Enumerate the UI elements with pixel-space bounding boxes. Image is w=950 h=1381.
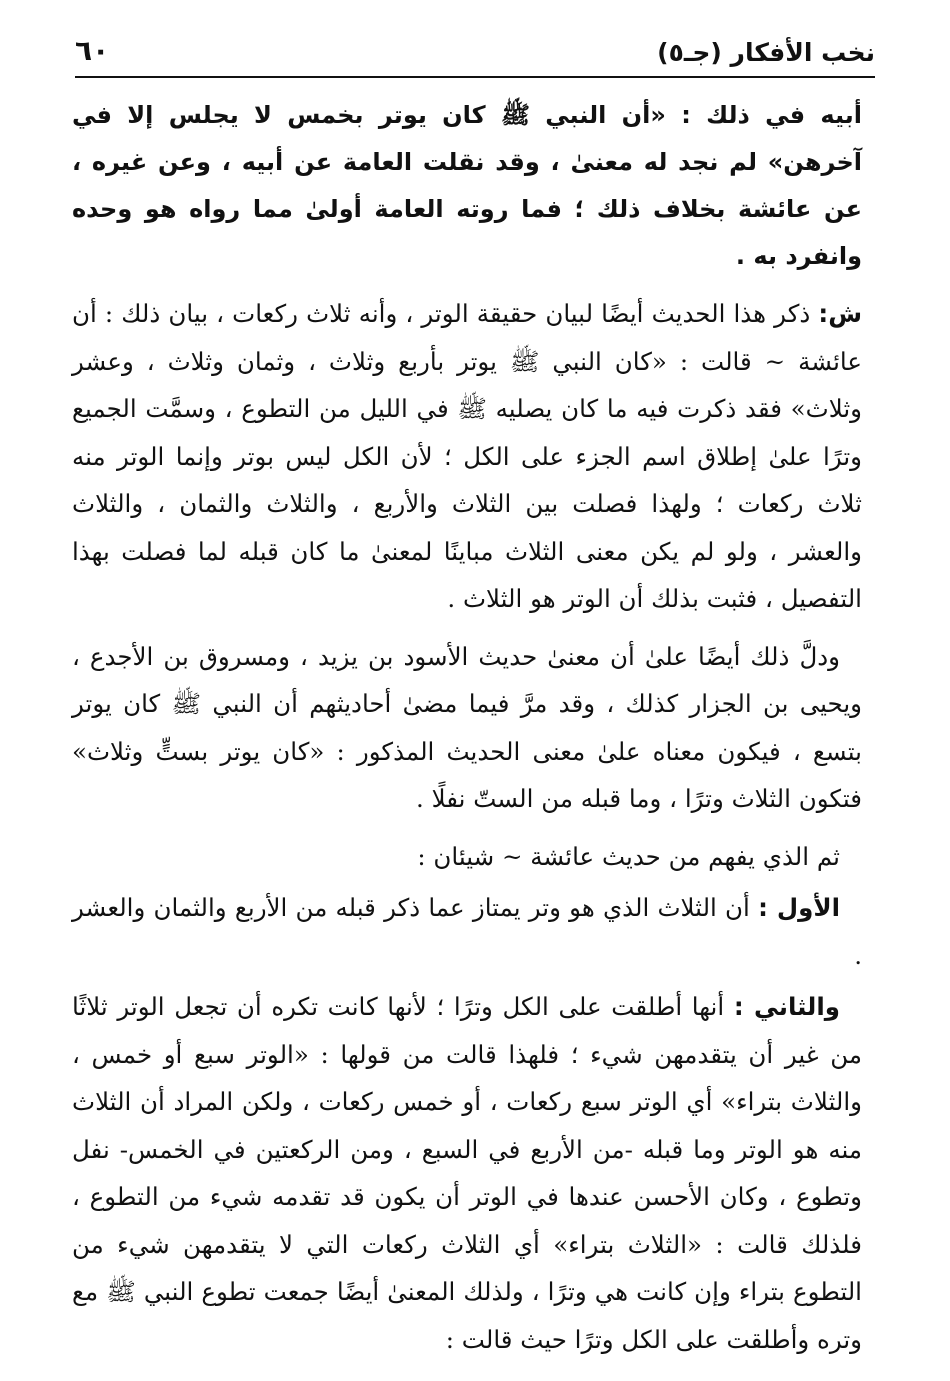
point-first-text: أن الثلاث الذي هو وتر يمتاز عما ذكر قبله من الأربع والثمان والعشر . <box>72 893 862 970</box>
sharh-point-first <box>72 884 862 979</box>
point-second-label: والثاني : <box>733 992 840 1021</box>
header-divider <box>75 76 875 78</box>
sharh-paragraph-1 <box>72 290 862 623</box>
matn-paragraph: أبيه في ذلك : «أن النبي ﷺ كان يوتر بخمس لا يجلس إلا في آخرهن» لم نجد له معنىٰ ، وقد نقلت العامة عن أبيه ، وعن غيره ، عن عائشة بخلاف ذلك ؛ فما روته العامة أولىٰ مما رواه هو وحده وانفرد به . <box>72 101 862 270</box>
sharh-marker: ش: <box>818 299 862 328</box>
running-title: نخب الأفكار (جـ٥) <box>657 38 875 67</box>
sharh-paragraph-1-text: ذكر هذا الحديث أيضًا لبيان حقيقة الوتر ، وأنه ثلاث ركعات ، بيان ذلك : أن عائشة ~ قالت : «كان النبي ﷺ يوتر بأربع وثلاث ، وثمان وثلاث ، وعشر وثلاث» فقد ذكرت فيه ما كان يصليه ﷺ في الليل من التطوع ، وسمَّت الجميع وترًا علىٰ إطلاق اسم الجزء على الكل ؛ لأن الكل ليس بوتر وإنما الوتر منه ثلاث ركعات ؛ ولهذا فصلت بين الثلاث والأربع ، والثلاث والثمان ، والثلاث والعشر ، ولو لم يكن معنى الثلاث مباينًا لمعنىٰ ما كان قبله لما فصلت بهذا التفصيل ، فثبت بذلك أن الوتر هو الثلاث . <box>72 299 862 613</box>
page-header <box>75 28 875 78</box>
sharh-point-second <box>72 983 862 1363</box>
point-second-text: أنها أطلقت على الكل وترًا ؛ لأنها كانت تكره أن تجعل الوتر ثلاثًا من غير أن يتقدمهن شيء ؛ فلهذا قالت من قولها : «الوتر سبع أو خمس ، والثلاث بتراء» أي الوتر سبع ركعات ، أو خمس ركعات ، ولكن المراد أن الثلاث منه هو الوتر وما قبله -من الأربع في السبع ، ومن الركعتين في الخمس- نفل وتطوع ، وكان الأحسن عندها في الوتر أن يكون قد تقدمه شيء من التطوع ، فلذلك قالت : «الثلاث بتراء» أي الثلاث ركعات التي لا يتقدمهن شيء من التطوع بتراء وإن كانت هي وترًا ، ولذلك المعنىٰ أيضًا جمعت تطوع النبي ﷺ مع وتره وأطلقت على الكل وترًا حيث قالت : <box>72 992 862 1354</box>
page-number: ٦٠ <box>75 34 110 67</box>
sharh-paragraph-3: ثم الذي يفهم من حديث عائشة ~ شيئان : <box>417 841 840 871</box>
point-first-label: الأول : <box>758 893 840 922</box>
sharh-paragraph-2: ودلَّ ذلك أيضًا علىٰ أن معنىٰ حديث الأسود بن يزيد ، ومسروق بن الأجدع ، ويحيى بن الجزار كذلك ، وقد مرَّ فيما مضىٰ أحاديثهم أن النبي ﷺ كان يوتر بتسع ، فيكون معناه علىٰ معنى الحديث المذكور : «كان يوتر بستٍّ وثلاث» فتكون الثلاث وترًا ، وما قبله من الستّ نفلًا . <box>72 641 862 813</box>
page-body <box>72 92 862 1373</box>
